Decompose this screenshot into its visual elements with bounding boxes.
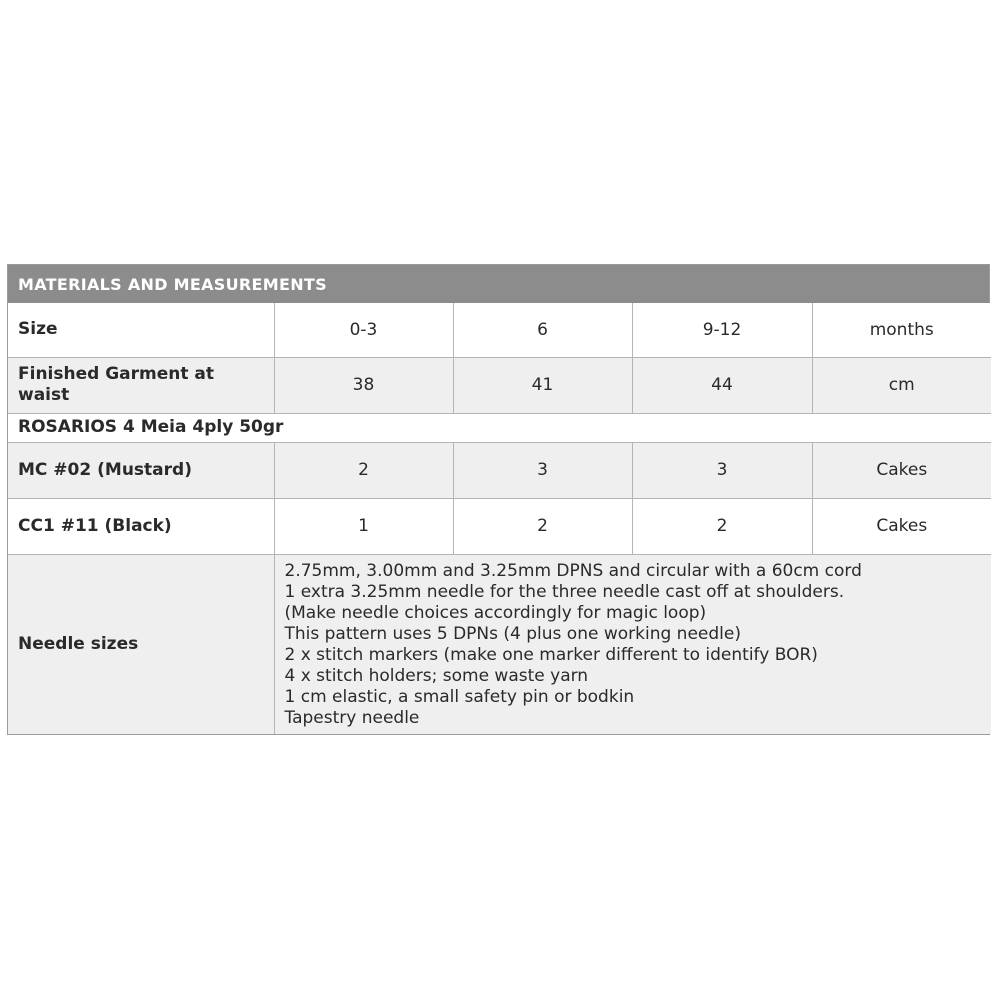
waist-value-3: 44 — [632, 357, 812, 413]
size-label: Size — [8, 303, 274, 357]
mc-value-1: 2 — [274, 442, 453, 498]
needles-note-line: 1 extra 3.25mm needle for the three needle cast off at shoulders. — [284, 582, 845, 603]
table-row-mc — [8, 442, 991, 498]
cc1-value-1: 1 — [274, 498, 453, 554]
mc-value-2: 3 — [453, 442, 632, 498]
needles-note-line: (Make needle choices accordingly for magic loop) — [284, 603, 707, 624]
waist-value-2: 41 — [453, 357, 632, 413]
needles-label: Needle sizes — [8, 554, 274, 734]
mc-unit: Cakes — [812, 442, 991, 498]
table-row-size — [8, 303, 991, 357]
materials-table-card — [7, 264, 990, 735]
waist-unit: cm — [812, 357, 991, 413]
needles-notes — [274, 554, 991, 734]
cc1-value-2: 2 — [453, 498, 632, 554]
waist-label: Finished Garment at waist — [8, 357, 274, 413]
table-row-waist — [8, 357, 991, 413]
needles-note-line: 1 cm elastic, a small safety pin or bodkin — [284, 687, 635, 708]
cc1-label: CC1 #11 (Black) — [8, 498, 274, 554]
cc1-unit: Cakes — [812, 498, 991, 554]
table-row-needles — [8, 554, 991, 734]
size-value-3: 9-12 — [632, 303, 812, 357]
mc-label: MC #02 (Mustard) — [8, 442, 274, 498]
table-row-cc1 — [8, 498, 991, 554]
table-row-yarn — [8, 413, 991, 442]
needles-note-line: 2 x stitch markers (make one marker different to identify BOR) — [284, 645, 818, 666]
needles-note-line: 2.75mm, 3.00mm and 3.25mm DPNS and circular with a 60cm cord — [284, 561, 862, 582]
needles-note-line: This pattern uses 5 DPNs (4 plus one working needle) — [284, 624, 741, 645]
size-value-1: 0-3 — [274, 303, 453, 357]
materials-table — [8, 303, 991, 734]
yarn-label: ROSARIOS 4 Meia 4ply 50gr — [8, 413, 991, 442]
needles-note-line: Tapestry needle — [284, 708, 420, 729]
needles-note-line: 4 x stitch holders; some waste yarn — [284, 666, 589, 687]
size-unit: months — [812, 303, 991, 357]
table-header: MATERIALS AND MEASUREMENTS — [8, 265, 989, 303]
size-value-2: 6 — [453, 303, 632, 357]
cc1-value-3: 2 — [632, 498, 812, 554]
waist-value-1: 38 — [274, 357, 453, 413]
mc-value-3: 3 — [632, 442, 812, 498]
